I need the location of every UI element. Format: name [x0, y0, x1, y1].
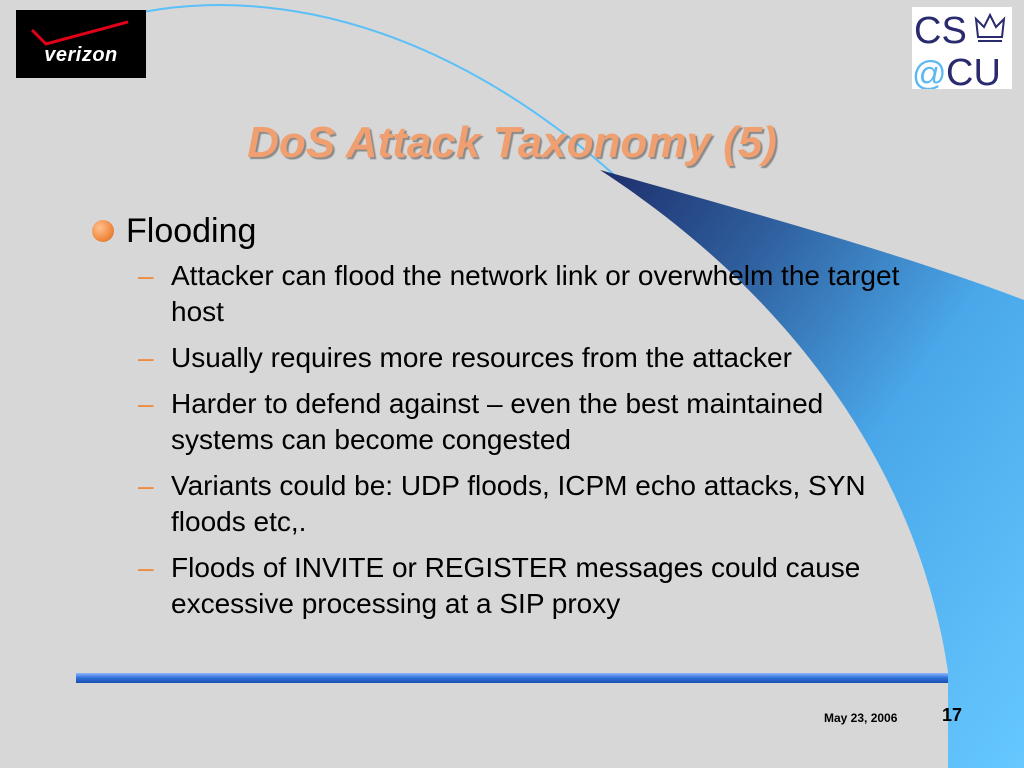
sub-bullet-text: Variants could be: UDP floods, ICPM echo attacks, SYN floods etc,.	[171, 470, 866, 537]
bullet-dot-icon	[92, 220, 114, 242]
footer-divider	[76, 673, 948, 683]
sub-bullet-text: Harder to defend against – even the best maintained systems can become congested	[171, 388, 824, 455]
dash-icon: –	[138, 260, 154, 291]
dash-icon: –	[138, 388, 154, 419]
dash-icon: –	[138, 342, 154, 373]
dash-icon: –	[138, 552, 154, 583]
main-bullet	[88, 208, 948, 254]
slide-body	[88, 208, 948, 632]
dash-icon: –	[138, 470, 154, 501]
cscu-logo-at: @	[912, 55, 947, 89]
sub-bullet	[88, 550, 931, 622]
footer-date: May 23, 2006	[824, 711, 898, 725]
sub-bullet-text: Attacker can flood the network link or overwhelm the target host	[171, 260, 900, 327]
sub-bullet	[88, 258, 931, 330]
page-number: 17	[942, 705, 963, 725]
sub-bullet-text: Usually requires more resources from the attacker	[171, 342, 792, 373]
sub-bullet	[88, 340, 931, 376]
verizon-logo-text: verizon	[44, 44, 118, 66]
slide-title: DoS Attack Taxonomy (5)	[247, 118, 777, 167]
verizon-logo	[16, 10, 146, 78]
sub-bullet-text: Floods of INVITE or REGISTER messages could cause excessive processing at a SIP proxy	[171, 552, 861, 619]
cscu-logo-top: CS	[914, 10, 967, 52]
cs-at-cu-logo	[912, 7, 1012, 89]
sub-bullet	[88, 386, 931, 458]
crown-icon	[976, 15, 1004, 41]
cscu-logo-bottom: CU	[946, 52, 1001, 89]
main-bullet-text: Flooding	[126, 212, 257, 250]
sub-bullet-list	[88, 258, 948, 622]
sub-bullet	[88, 468, 931, 540]
